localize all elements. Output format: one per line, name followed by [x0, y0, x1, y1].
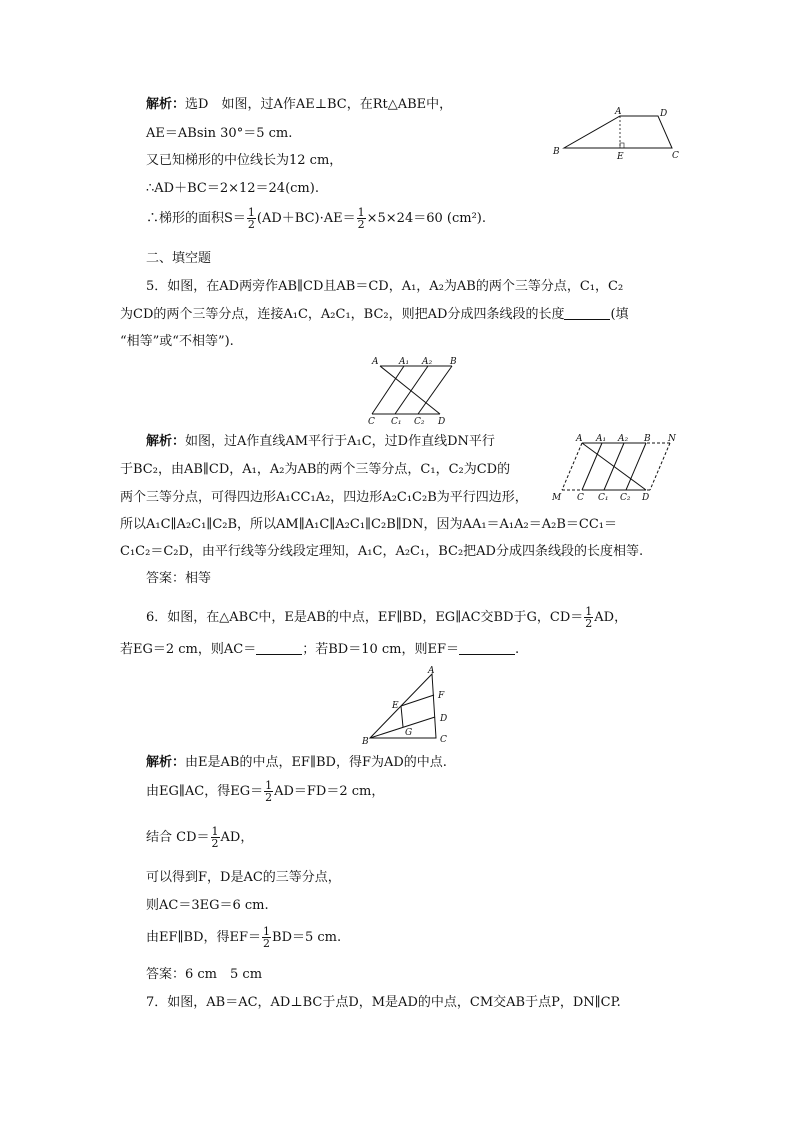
q6-text-2a: 若EG＝2 cm，则AC＝ — [120, 642, 257, 657]
label-A2: A₂ — [618, 434, 629, 444]
q5-text-2b: (填 — [610, 307, 629, 322]
answer-blank-ac[interactable] — [256, 654, 302, 655]
fraction: $\frac{1}{2}$ — [265, 779, 273, 804]
label-C: C — [672, 151, 679, 161]
solution-label: 解析： — [146, 434, 186, 449]
q6-sol-text-6b: BD＝5 cm. — [272, 930, 342, 945]
label-F: F — [438, 691, 445, 701]
trapezoid-figure — [548, 104, 688, 164]
q6-sol-text-3a: 结合 CD＝ — [146, 830, 210, 845]
p4-line-1 — [146, 96, 452, 114]
q5-figure — [366, 356, 466, 426]
q6-triangle-figure — [360, 664, 460, 746]
q5-sol-line-5: C₁C₂＝C₂D，由平行线等分线段定理知，A₁C，A₂C₁，BC₂把AD分成四条线段的长度相等. — [120, 544, 644, 559]
label-D: D — [660, 109, 668, 119]
area-text-c: ×5×24＝60 (cm²). — [366, 211, 486, 226]
choice-text: 选D — [185, 97, 209, 112]
q6-sol-line-5: 则AC＝3EG＝6 cm. — [146, 898, 269, 913]
label-C1: C₁ — [391, 417, 402, 427]
q6-sol-line-6 — [146, 926, 341, 950]
q6-sol-text-2b: AD＝FD＝2 cm， — [274, 784, 385, 799]
p4-text-1: 如图，过A作AE⊥BC，在Rt△ABE中， — [221, 97, 453, 112]
label-D: D — [642, 493, 650, 503]
q6-answer: 答案：6 cm 5 cm — [146, 967, 263, 982]
q5-line-3: “相等”或“不相等”). — [120, 334, 234, 349]
label-N: N — [668, 434, 676, 444]
q6-sol-line-4: 可以得到F，D是AC的三等分点， — [146, 870, 341, 885]
label-M: M — [552, 493, 562, 503]
label-E: E — [392, 701, 399, 711]
label-C1: C₁ — [598, 493, 609, 503]
q5-sol-line-4: 所以A₁C∥A₂C₁∥C₂B，所以AM∥A₁C∥A₂C₁∥C₂B∥DN，因为AA₁＝A₁A₂＝A₂B＝CC₁＝ — [120, 517, 618, 532]
label-G: G — [405, 728, 413, 738]
q5-line-1: 5．如图，在AD两旁作AB∥CD且AB＝CD，A₁，A₂为AB的两个三等分点，C₁，C₂ — [146, 279, 624, 294]
q6-sol-text-3b: AD， — [220, 830, 254, 845]
q6-text-1b: AD， — [594, 610, 628, 625]
label-A2: A₂ — [422, 357, 433, 367]
label-A: A — [615, 107, 622, 117]
q6-text-2b: ；若BD＝10 cm，则EF＝ — [302, 642, 460, 657]
area-text-b: (AD＋BC)·AE＝ — [256, 211, 356, 226]
p4-line-3: 又已知梯形的中位线长为12 cm， — [146, 153, 343, 168]
q6-sol-line-3 — [146, 826, 253, 850]
answer-blank[interactable] — [564, 319, 610, 320]
q5-answer: 答案：相等 — [146, 571, 212, 586]
q5-text-2a: 为CD的两个三等分点，连接A₁C，A₂C₁，BC₂，则把AD分成四条线段的长度 — [120, 307, 565, 322]
q5-sol-line-2: 于BC₂，由AB∥CD，A₁，A₂为AB的两个三等分点，C₁，C₂为CD的 — [120, 462, 511, 477]
q7-line-1: 7．如图，AB＝AC，AD⊥BC于点D，M是AD的中点，CM交AB于点P，DN∥CP. — [146, 995, 621, 1010]
answer-blank-ef[interactable] — [459, 654, 515, 655]
label-C: C — [577, 493, 584, 503]
label-C2: C₂ — [414, 417, 425, 427]
label-C: C — [368, 417, 375, 427]
label-A1: A₁ — [596, 434, 607, 444]
area-text-a: ∴梯形的面积S＝ — [146, 211, 246, 226]
q6-sol-line-2 — [146, 780, 384, 804]
label-A: A — [576, 434, 583, 444]
fraction: $\frac{1}{2}$ — [585, 605, 593, 630]
q6-text-1a: 6．如图，在△ABC中，E是AB的中点，EF∥BD，EG∥AC交BD于G，CD＝ — [146, 610, 584, 625]
q5-sol-line-1 — [146, 433, 495, 451]
label-C2: C₂ — [620, 493, 631, 503]
fraction: $\frac{1}{2}$ — [211, 825, 219, 850]
label-C: C — [440, 735, 447, 745]
q6-line-1 — [146, 606, 627, 630]
label-A1: A₁ — [399, 357, 410, 367]
label-D: D — [440, 714, 448, 724]
q5-sol-text-1: 如图，过A作直线AM平行于A₁C，过D作直线DN平行 — [185, 434, 495, 449]
q6-sol-line-1 — [146, 754, 447, 772]
p4-line-2: AE＝ABsin 30°＝5 cm. — [146, 126, 293, 141]
label-B: B — [450, 357, 457, 367]
solution-label: 解析： — [146, 97, 186, 112]
q6-sol-text-6a: 由EF∥BD，得EF＝ — [146, 930, 262, 945]
fraction: $\frac{1}{2}$ — [263, 925, 271, 950]
q5-line-2 — [120, 306, 629, 324]
label-A: A — [428, 666, 435, 676]
q6-text-2c: . — [515, 642, 520, 657]
fraction: $\frac{1}{2}$ — [357, 206, 365, 231]
label-A: A — [372, 357, 379, 367]
label-D: D — [438, 417, 446, 427]
label-B: B — [362, 737, 369, 747]
solution-label: 解析： — [146, 755, 186, 770]
label-E: E — [617, 152, 624, 162]
q6-sol-text-1: 由E是AB的中点，EF∥BD，得F为AD的中点. — [185, 755, 447, 770]
label-B: B — [644, 434, 651, 444]
fraction: $\frac{1}{2}$ — [247, 206, 255, 231]
q5-sol-line-3: 两个三等分点，可得四边形A₁CC₁A₂，四边形A₂C₁C₂B为平行四边形， — [120, 490, 528, 505]
q5-solution-figure — [550, 432, 682, 504]
q6-sol-text-2a: 由EG∥AC，得EG＝ — [146, 784, 264, 799]
p4-line-5 — [146, 207, 486, 231]
label-B: B — [553, 147, 560, 157]
p4-line-4: ∴AD＋BC＝2×12＝24(cm). — [146, 181, 319, 196]
q6-line-2 — [120, 641, 519, 659]
section-title: 二、填空题 — [146, 251, 212, 266]
